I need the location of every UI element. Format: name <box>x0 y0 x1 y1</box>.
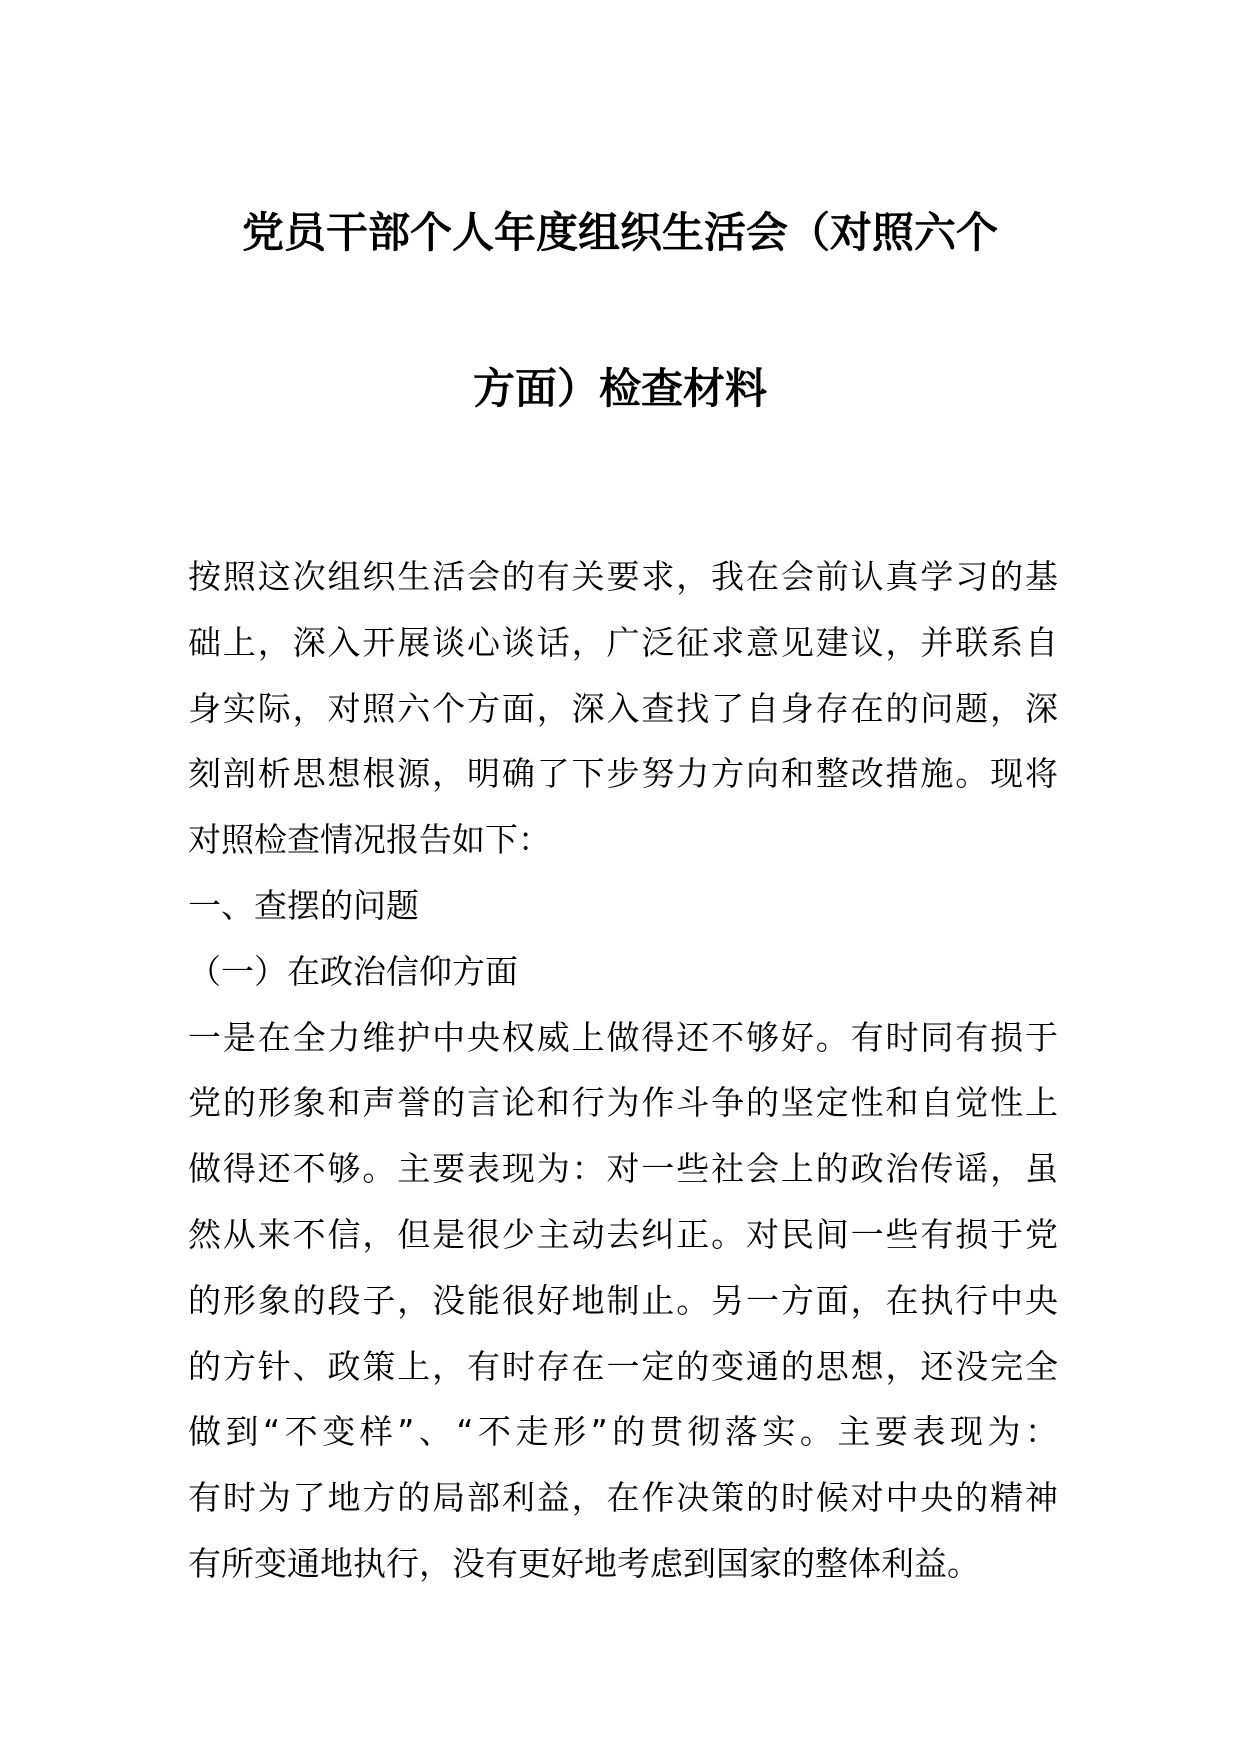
body-line: 身实际，对照六个方面，深入查找了自身存在的问题，深 <box>188 688 1058 728</box>
body-line: 刻剖析思想根源，明确了下步努力方向和整改措施。现将 <box>188 754 1058 794</box>
document-body <box>188 544 1058 1597</box>
body-line: 按照这次组织生活会的有关要求，我在会前认真学习的基 <box>188 557 1058 596</box>
body-line: 做得还不够。主要表现为：对一些社会上的政治传谣，虽 <box>188 1149 1058 1189</box>
body-line: 的形象的段子，没能很好地制止。另一方面，在执行中央 <box>188 1280 1058 1320</box>
body-line: 础上，深入开展谈心谈话，广泛征求意见建议，并联系自 <box>188 622 1058 662</box>
body-line: 做到“不变样”、“不走形”的贯彻落实。主要表现为： <box>188 1412 1058 1452</box>
subsection-heading: （一）在政治信仰方面 <box>188 951 518 991</box>
body-line-paragraph-end: 有所变通地执行，没有更好地考虑到国家的整体利益。 <box>188 1543 980 1583</box>
body-line: 有时为了地方的局部利益，在作决策的时候对中央的精神 <box>188 1478 1058 1518</box>
document-title-line-1: 党员干部个人年度组织生活会（对照六个 <box>241 208 998 257</box>
body-line-paragraph-end: 对照检查情况报告如下： <box>188 820 551 860</box>
body-line: 然从来不信，但是很少主动去纠正。对民间一些有损于党 <box>188 1214 1058 1254</box>
section-heading: 一、查摆的问题 <box>188 885 419 925</box>
body-line: 党的形象和声誉的言论和行为作斗争的坚定性和自觉性上 <box>188 1083 1058 1123</box>
body-line: 一是在全力维护中央权威上做得还不够好。有时同有损于 <box>188 1017 1058 1057</box>
document-title-line-2: 方面）检查材料 <box>472 364 767 413</box>
body-line: 的方针、政策上，有时存在一定的变通的思想，还没完全 <box>188 1346 1058 1386</box>
